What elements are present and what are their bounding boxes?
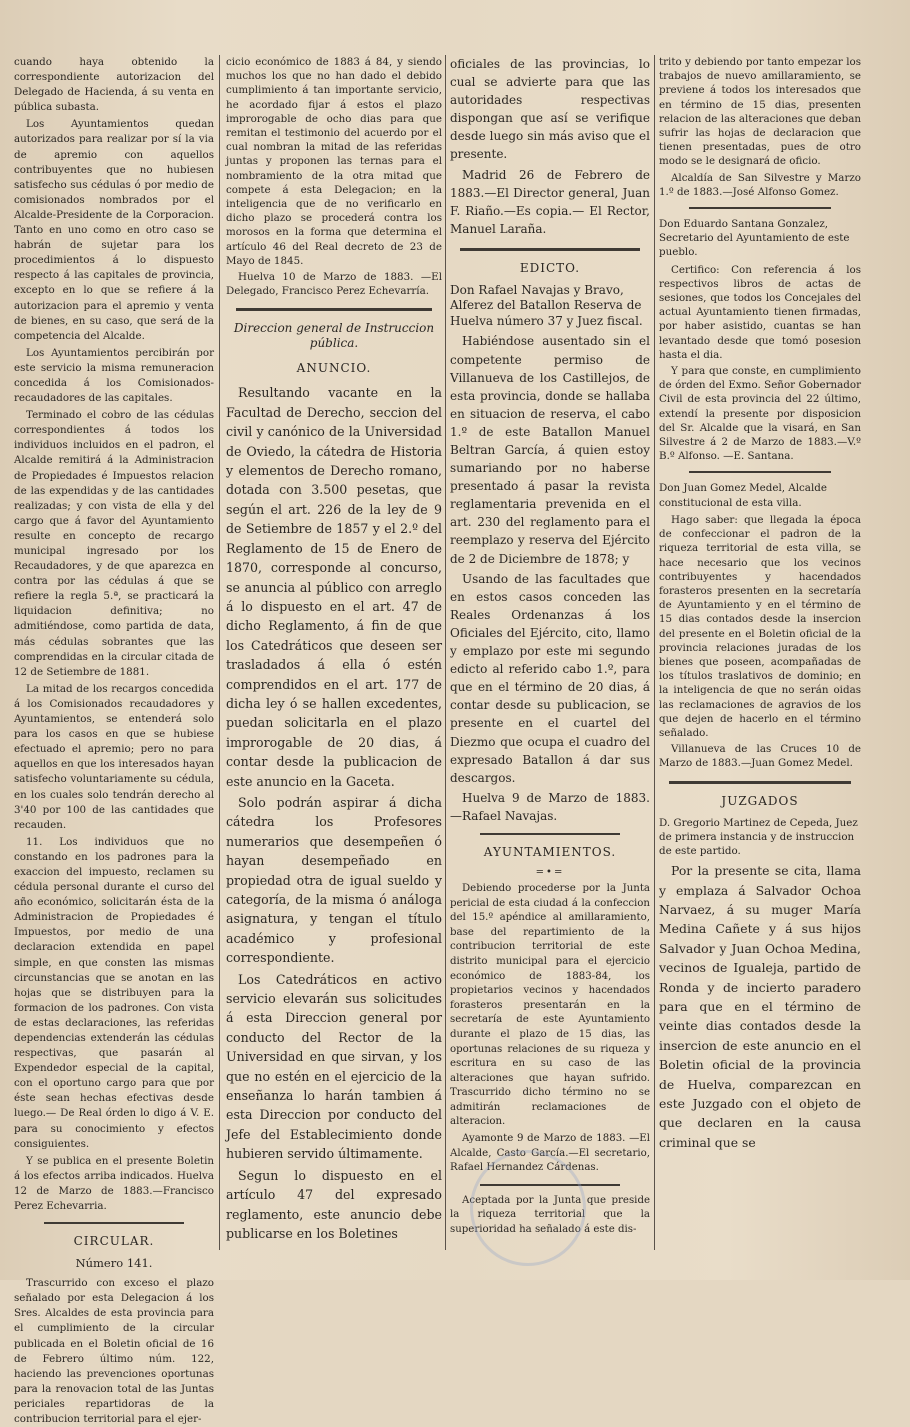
paragraph: Resultando vacante en la Facultad de Derecho, seccion del civil y canónico de la Universidad de Oviedo, la cátedra de Historia y elementos de Derecho romano, dotada con 3.500 pesetas, que según el art. 226 de la ley de 9 de Setiembre de 1857 y el 2.º del Reglamento de 15 de Enero de 1870, corresponde al concurso, se anuncia al público con arreglo á lo dispuesto en el art. 47 de dicho Reglamento, á fin de que los Catedráticos que deseen ser trasladados á ella ó estén comprendidos en el art. 177 de dicha ley ó se hallen excedentes, puedan solicitarla en el plazo improrogable de 20 dias, á contar desde la publicacion de este anuncio en la Gaceta. [226, 385, 442, 789]
paragraph: trito y debiendo por tanto empezar los trabajos de nuevo amillaramiento, se previene á todos los interesados que en término de 15 dias, presenten relacion de las alteraciones que deban sufrir las hojas de declaracion que tienen presentadas, pues de otro modo se le designará de oficio. [659, 56, 861, 168]
paragraph: Alcaldía de San Silvestre y Marzo 1.º de 1883.—José Alfonso Gomez. [659, 171, 861, 198]
circular-title: CIRCULAR. [73, 1234, 155, 1249]
section-rule [689, 471, 831, 473]
paragraph: Trascurrido con exceso el plazo señalado por esta Delegacion á los Sres. Alcaldes de esta provincia para el cumplimiento de la circular publicada en el Boletin oficial de 16 de Febrero último núm. 122, haciendo las prevenciones oportunas para la renovacion total de las Juntas periciales repartidoras de la contribucion territorial para el ejer- [14, 1277, 214, 1425]
paragraph: Ayamonte 9 de Marzo de 1883. —El Alcalde, Casto García.—El secretario, Rafael Hernandez Cárdenas. [450, 1133, 650, 1174]
section-rule [480, 833, 620, 835]
paragraph: Huelva 10 de Marzo de 1883. —El Delegado, Francisco Perez Echevarría. [226, 271, 442, 298]
paragraph: cuando haya obtenido la correspondiente autorizacion del Delegado de Hacienda, á su venta en pública subasta. [14, 56, 214, 114]
column-4 [659, 55, 861, 1275]
column-divider [445, 55, 446, 1250]
paragraph: Certifico: Con referencia á los respectivos libros de actas de sesiones, que todos los Concejales del actual Ayuntamiento tienen firmadas, por haber asistido, cuantas se han levantado desde que tomó posesion hasta el dia. [659, 263, 861, 361]
section-rule [236, 308, 432, 311]
column-2 [226, 55, 442, 1275]
section-rule [689, 207, 831, 209]
section-rule [669, 781, 851, 784]
paragraph: Debiendo procederse por la Junta pericial de esta ciudad á la confeccion del 15.º apéndice al amillaramiento, base del repartimiento de la contribucion territorial de este distrito municipal para el ejercicio económico de 1883-84, los propietarios vecinos y hacendados forasteros presentarán en la secretaría de este Ayuntamiento durante el plazo de 15 dias, las oportunas relaciones de su riqueza y escritura en su caso de las alteraciones que hayan sufrido. Trascurrido dicho término no se admitirán reclamaciones de alteracion. [450, 882, 650, 1128]
paragraph: Los Ayuntamientos percibirán por este servicio la misma remuneracion concedida á los Comisionados-recaudadores de las capitales. [14, 346, 214, 405]
paragraph: cicio económico de 1883 á 84, y siendo muchos los que no han dado el debido cumplimiento á tan importante servicio, he acordado fijar á estos el plazo improrogable de ocho dias para que remitan el testimonio del acuerdo por el cual nombran la mitad de las referidas juntas y proponen las ternas para el nombramiento de la otra mitad que compete á esta Delegacion; en la inteligencia que de no verificarlo en dicho plazo se procederá contra los morosos en la forma que determina el artículo 46 del Real decreto de 23 de Mayo de 1845. [226, 56, 442, 267]
paragraph: Los Ayuntamientos quedan autorizados para realizar por sí la via de apremio con aquellos contribuyentes que no hubiesen satisfecho sus cédulas ó por medio de comisionados nombrados por el Alcalde-Presidente de la Corporacion. Tanto en uno como en otro caso se habrán de sujetar para los procedimientos á lo dispuesto respecto á las capitales de provincia, excepto en lo que se refiere á la autorizacion para el apremio y venta de bienes, en su caso, que será de la competencia del Alcalde. [14, 118, 214, 342]
paragraph: Y para que conste, en cumplimiento de órden del Exmo. Señor Gobernador Civil de esta provincia del 22 último, extendí la presente por disposicion del Sr. Alcalde que la visará, en San Silvestre á 2 de Marzo de 1883.—V.º B.º Alfonso. —E. Santana. [659, 365, 861, 463]
column-divider [219, 55, 220, 1250]
ayuntamientos-title: AYUNTAMIENTOS. [483, 844, 617, 859]
column-1 [14, 55, 214, 1425]
paragraph: Hago saber: que llegada la época de confeccionar el padron de la riqueza territorial de esta villa, se hace necesario que los vecinos contribuyentes y hacendados forasteros presenten en la secretaría de Ayuntamiento y en el término de 15 dias contados desde la insercion del presente en el Boletin oficial de la provincia relaciones juradas de los bienes que poseen, acompañadas de los títulos traslativos de dominio; en la inteligencia de que no serán oidas las reclamaciones de agravios de los que dejen de hacerlo en el término señalado. [659, 513, 861, 739]
paragraph: Madrid 26 de Febrero de 1883.—El Director general, Juan F. Riaño.—Es copia.— El Rector, Manuel Laraña. [450, 167, 650, 236]
paragraph: Usando de las facultades que en estos casos conceden las Reales Ordenanzas á los Oficiales del Ejército, cito, llamo y emplazo por este mi segundo edicto al referido cabo 1.º, para que en el término de 20 dias, á contar desde su publicacion, se presente en el cuartel del Diezmo que ocupa el cuadro del expresado Batallon á dar sus descargos. [450, 571, 650, 785]
column-3 [450, 55, 650, 1275]
official-heading: D. Gregorio Martinez de Cepeda, Juez de primera instancia y de instruccion de este partido. [659, 816, 858, 857]
paragraph: Por la presente se cita, llama y emplaza á Salvador Ochoa Narvaez, á su muger María Medina Cañete y á sus hijos Salvador y Juan Ochoa Medina, vecinos de Igualeja, partido de Ronda y de incierto paradero para que en el término de veinte dias contados desde la insercion de este anuncio en el Boletin oficial de la provincia de Huelva, comparezcan en este Juzgado con el objeto de que declaren en la causa criminal que se [659, 863, 861, 1150]
circular-number: Número 141. [75, 1256, 153, 1271]
paragraph: La mitad de los recargos concedida á los Comisionados recaudadores y Ayuntamientos, se entenderá solo para los casos en que se hubiese efectuado el apremio; pero no para aquellos en que los interesados hayan satisfecho voluntariamente su cédula, en los cuales solo tendrán derecho al 3'40 por 100 de las cantidades que recauden. [14, 682, 214, 831]
paragraph: 11. Los individuos que no constando en los padrones para la exaccion del impuesto, reclamen su cédula personal durante el curso del año económico, solicitarán ésta de la Administracion de Propiedades é Impuestos, por medio de una declaracion extendida en papel simple, en que consten las mismas circunstancias que se anotan en las hojas que se distribuyen para la formacion de los padrones. Con vista de estas declaraciones, las referidas dependencias extenderán las cédulas respectivas, que pasarán al Expendedor especial de la capital, con el oportuno cargo para que por éste sean hechas efectivas desde luego.— De Real órden lo digo á V. E. para su conocimiento y efectos consiguientes. [14, 835, 214, 1150]
paragraph: Aceptada por la Junta que preside la riqueza territorial que la superioridad ha señalado á este dis- [450, 1194, 650, 1236]
paragraph: Los Catedráticos en activo servicio elevarán sus solicitudes á esta Direccion general por conducto del Rector de la Universidad en que sirvan, y los que no estén en el ejercicio de la enseñanza lo harán tambien á esta Direccion por conducto del Jefe del Establecimiento donde hubieren servido últimamente. [226, 971, 442, 1162]
official-heading: Don Juan Gomez Medel, Alcalde constitucional de esta villa. [659, 482, 827, 509]
official-heading: Don Eduardo Santana Gonzalez, Secretario del Ayuntamiento de este pueblo. [659, 218, 850, 259]
paragraph: Segun lo dispuesto en el artículo 47 del expresado reglamento, este anuncio debe publicarse en los Boletines [226, 1167, 442, 1241]
paragraph: Villanueva de las Cruces 10 de Marzo de 1883.—Juan Gomez Medel. [659, 743, 861, 770]
edicto-title: EDICTO. [519, 260, 581, 275]
paragraph: Habiéndose ausentado sin el competente permiso de Villanueva de los Castillejos, de esta provincia, donde se hallaba en situacion de reserva, el cabo 1.º de este Batallon Manuel Beltran García, á quien estoy sumariando por no haberse presentado á pasar la revista reglamentaria prevenida en el art. 230 del reglamento para el reemplazo y reserva del Ejército de 2 de Diciembre de 1878; y [450, 334, 650, 566]
paragraph: oficiales de las provincias, lo cual se advierte para que las autoridades respectivas dispongan que así se verifique desde luego sin más aviso que el presente. [450, 57, 650, 162]
section-rule [44, 1222, 184, 1224]
anuncio-title: ANUNCIO. [296, 361, 372, 376]
library-stamp [470, 1150, 586, 1266]
section-rule [460, 248, 640, 251]
paragraph: Y se publica en el presente Boletin á los efectos arriba indicados. Huelva 12 de Marzo de 1883.—Francisco Perez Echevarria. [14, 1154, 214, 1213]
paragraph: Solo podrán aspirar á dicha cátedra los Profesores numerarios que desempeñen ó hayan desempeñado en propiedad otra de igual sueldo y categoría, de la misma ó análoga asignatura, y tengan el título académico y profesional correspondiente. [226, 794, 442, 966]
paragraph: Terminado el cobro de las cédulas correspondientes á todos los individuos incluidos en el padron, el Alcalde remitirá á la Administracion de Propiedades é Impuestos relacion de las expendidas y de las cantidades realizadas; y con vista de ella y del cargo que á favor del Ayuntamiento resulte en concepto de recargo municipal ingresado por los Recaudadores, y de que aparezca en contra por las cédulas á que se refiere la regla 5.ª, se practicará la liquidacion definitiva; no admitiéndose, como partida de data, más cédulas sobrantes que las comprendidas en la circular citada de 12 de Setiembre de 1881. [14, 409, 214, 678]
paragraph: Huelva 9 de Marzo de 1883. —Rafael Navajas. [450, 790, 650, 823]
section-title: Direccion general de Instruccion pública. [233, 321, 435, 351]
column-divider [654, 55, 655, 1250]
juzgados-title: JUZGADOS [721, 793, 799, 808]
official-heading: Don Rafael Navajas y Bravo, Alferez del Batallon Reserva de Huelva número 37 y Juez fiscal. [450, 282, 643, 328]
ornament: =•= [535, 866, 565, 878]
